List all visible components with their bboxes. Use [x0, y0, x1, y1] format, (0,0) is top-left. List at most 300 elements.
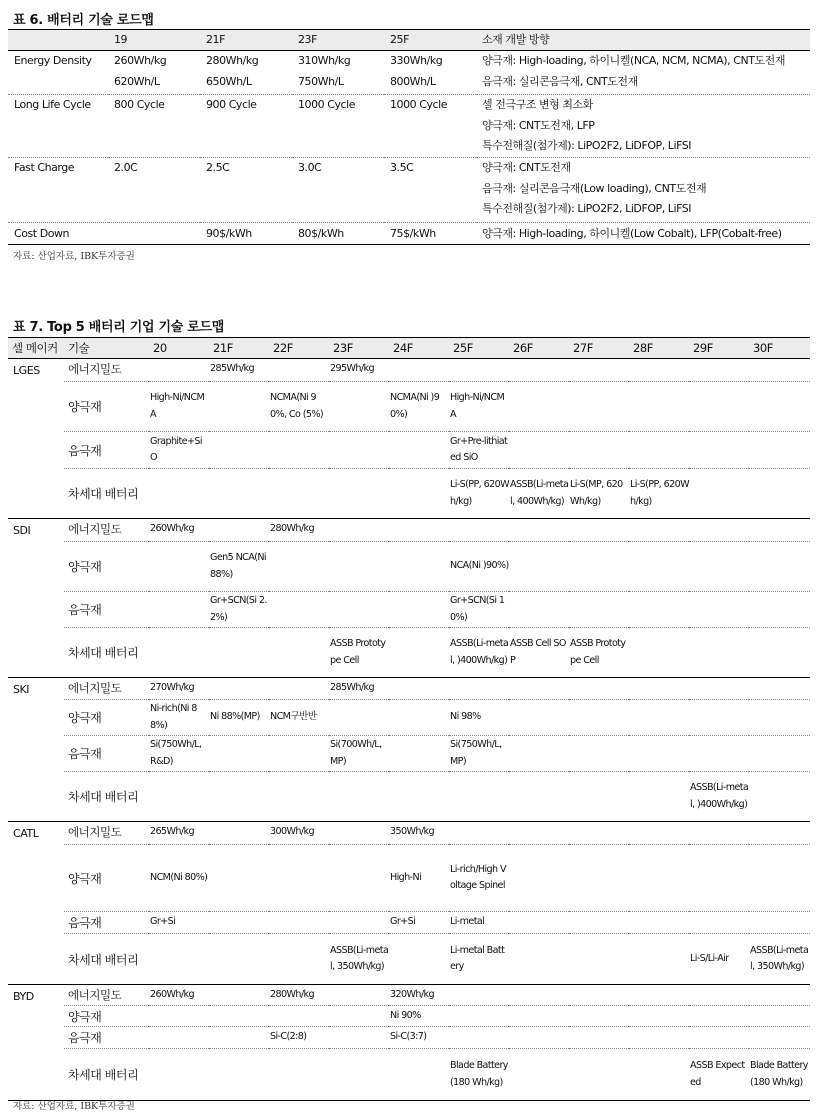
roadmap-cell [749, 542, 810, 592]
table7-row [8, 519, 810, 542]
roadmap-cell [569, 1049, 629, 1101]
roadmap-cell [149, 772, 209, 822]
roadmap-cell: 270Wh/kg [149, 678, 209, 700]
roadmap-cell [269, 1049, 329, 1101]
roadmap-cell [509, 1006, 569, 1027]
table7-row [8, 1027, 810, 1049]
roadmap-cell [509, 359, 569, 382]
roadmap-cell [689, 1006, 749, 1027]
roadmap-cell: 280Wh/kg [269, 985, 329, 1006]
roadmap-cell [149, 359, 209, 382]
table7-row [8, 432, 810, 469]
roadmap-cell [569, 822, 629, 845]
roadmap-cell [389, 700, 449, 736]
table7-row [8, 700, 810, 736]
roadmap-cell [509, 772, 569, 822]
roadmap-cell [629, 432, 689, 469]
roadmap-cell [689, 736, 749, 772]
roadmap-cell [689, 592, 749, 628]
table7-row [8, 822, 810, 845]
roadmap-cell [629, 542, 689, 592]
roadmap-cell [449, 822, 509, 845]
roadmap-cell [749, 519, 810, 542]
roadmap-cell [209, 432, 269, 469]
roadmap-cell [749, 1006, 810, 1027]
roadmap-cell: Li-rich/High Voltage Spinel [449, 845, 509, 912]
roadmap-cell [269, 934, 329, 985]
tech-category: 양극재 [64, 700, 149, 736]
roadmap-cell [449, 1027, 509, 1049]
roadmap-cell [209, 628, 269, 678]
roadmap-cell: Li-S(PP, 620Wh/kg) [629, 469, 689, 519]
roadmap-cell [749, 845, 810, 912]
roadmap-cell [569, 432, 629, 469]
table6-row-label: Cost Down [14, 227, 70, 240]
roadmap-cell: NCMA(Ni )90%) [389, 382, 449, 432]
roadmap-cell: Li-S(PP, 620Wh/kg) [449, 469, 509, 519]
roadmap-cell [209, 1027, 269, 1049]
roadmap-cell [509, 934, 569, 985]
roadmap-cell [629, 1006, 689, 1027]
roadmap-cell [209, 469, 269, 519]
roadmap-cell [329, 469, 389, 519]
roadmap-cell [689, 985, 749, 1006]
roadmap-cell [569, 700, 629, 736]
tech-category: 음극재 [64, 736, 149, 772]
tech-category: 양극재 [64, 845, 149, 912]
table7-header-cell: 22F [269, 338, 329, 359]
top5-battery-company-roadmap-table [8, 337, 810, 1101]
roadmap-cell: NCM구반반 [269, 700, 329, 736]
roadmap-cell [269, 359, 329, 382]
roadmap-cell: Gr+SCN(Si 10%) [449, 592, 509, 628]
table6-cell: 양극재: CNT도전재 음극재: 실리콘음극재(Low loading), CNT도전재 특수전해질(첨가제): LiPO2F2, LiDFOP, LiFSI [476, 158, 810, 223]
roadmap-cell [569, 542, 629, 592]
roadmap-cell [269, 678, 329, 700]
roadmap-cell: 285Wh/kg [329, 678, 389, 700]
roadmap-cell: 280Wh/kg [269, 519, 329, 542]
roadmap-cell: Gr+Si [389, 912, 449, 934]
table7-header-cell: 24F [389, 338, 449, 359]
roadmap-cell [329, 382, 389, 432]
table6-cell [108, 223, 200, 245]
tech-category: 에너지밀도 [64, 822, 149, 845]
roadmap-cell [149, 628, 209, 678]
table6-cell: 330Wh/kg 800Wh/L [384, 51, 476, 95]
roadmap-cell [389, 1049, 449, 1101]
roadmap-cell [569, 519, 629, 542]
roadmap-cell [689, 678, 749, 700]
roadmap-cell [749, 382, 810, 432]
roadmap-cell [629, 985, 689, 1006]
roadmap-cell: ASSB(Li-metal, 400Wh/kg) [509, 469, 569, 519]
roadmap-cell [209, 934, 269, 985]
roadmap-cell [749, 432, 810, 469]
roadmap-cell [509, 736, 569, 772]
roadmap-cell [389, 736, 449, 772]
company-name: CATL [8, 822, 64, 985]
table6-header-cell: 25F [384, 30, 476, 51]
roadmap-cell [689, 359, 749, 382]
roadmap-cell [149, 1049, 209, 1101]
roadmap-cell [689, 700, 749, 736]
table7-source: 자료: 산업자료, IBK투자증권 [13, 1101, 135, 1112]
company-name: LGES [8, 359, 64, 519]
table7-row [8, 628, 810, 678]
roadmap-cell [329, 592, 389, 628]
roadmap-cell [509, 1049, 569, 1101]
roadmap-cell [689, 432, 749, 469]
roadmap-cell [629, 772, 689, 822]
roadmap-cell: 295Wh/kg [329, 359, 389, 382]
roadmap-cell [629, 678, 689, 700]
roadmap-cell [509, 592, 569, 628]
table6-cell: 75$/kWh [390, 227, 436, 240]
roadmap-cell [629, 628, 689, 678]
roadmap-cell [389, 519, 449, 542]
roadmap-cell [629, 382, 689, 432]
table6-cell: 3.0C [292, 158, 384, 223]
roadmap-cell [629, 700, 689, 736]
roadmap-cell [689, 542, 749, 592]
table6-cell: 1000 Cycle [384, 95, 476, 158]
battery-roadmap-table [8, 29, 810, 245]
roadmap-cell [389, 678, 449, 700]
roadmap-cell: Li-metal [449, 912, 509, 934]
roadmap-cell [449, 678, 509, 700]
roadmap-cell [749, 822, 810, 845]
roadmap-cell [689, 1027, 749, 1049]
roadmap-cell [329, 845, 389, 912]
table7-row [8, 469, 810, 519]
roadmap-cell [149, 1006, 209, 1027]
roadmap-cell [389, 628, 449, 678]
roadmap-cell [269, 628, 329, 678]
roadmap-cell [329, 822, 389, 845]
roadmap-cell: ASSB(Li-metal, 350Wh/kg) [749, 934, 810, 985]
roadmap-cell [509, 432, 569, 469]
roadmap-cell [509, 822, 569, 845]
table6-row-label: Fast Charge [8, 158, 108, 223]
tech-category: 차세대 배터리 [64, 772, 149, 822]
roadmap-cell [629, 822, 689, 845]
roadmap-cell [689, 628, 749, 678]
table6-caption: 표 6. 배터리 기술 로드맵 [13, 13, 154, 28]
roadmap-cell [689, 519, 749, 542]
tech-category: 에너지밀도 [64, 519, 149, 542]
table6-cell: 셀 전극구조 변형 최소화 양극재: CNT도전재, LFP 특수전해질(첨가제): LiPO2F2, LiDFOP, LiFSI [476, 95, 810, 158]
roadmap-cell [509, 700, 569, 736]
roadmap-cell [569, 678, 629, 700]
roadmap-cell [329, 700, 389, 736]
table7-row [8, 912, 810, 934]
roadmap-cell: Ni 90% [389, 1006, 449, 1027]
roadmap-cell [509, 912, 569, 934]
tech-category: 음극재 [64, 912, 149, 934]
roadmap-cell: Gen5 NCA(Ni 88%) [209, 542, 269, 592]
roadmap-cell [209, 985, 269, 1006]
roadmap-cell [209, 845, 269, 912]
roadmap-cell [569, 912, 629, 934]
roadmap-cell [329, 912, 389, 934]
roadmap-cell [749, 736, 810, 772]
roadmap-cell: 260Wh/kg [149, 985, 209, 1006]
table6-row [8, 158, 810, 223]
roadmap-cell: 260Wh/kg [149, 519, 209, 542]
table6-row-label: Long Life Cycle [8, 95, 108, 158]
roadmap-cell [329, 985, 389, 1006]
roadmap-cell [149, 469, 209, 519]
table6-header-row [8, 30, 810, 51]
roadmap-cell: Ni-rich(Ni 88%) [149, 700, 209, 736]
table7-row [8, 678, 810, 700]
roadmap-cell [569, 736, 629, 772]
roadmap-cell [629, 592, 689, 628]
roadmap-cell [509, 542, 569, 592]
table6-source: 자료: 산업자료, IBK투자증권 [13, 251, 135, 262]
table7-row [8, 934, 810, 985]
roadmap-cell [689, 469, 749, 519]
roadmap-cell [329, 432, 389, 469]
table7-row [8, 736, 810, 772]
roadmap-cell [329, 1027, 389, 1049]
roadmap-cell [509, 845, 569, 912]
roadmap-cell: Li-S/Li-Air [689, 934, 749, 985]
roadmap-cell [569, 1027, 629, 1049]
roadmap-cell [569, 985, 629, 1006]
tech-category: 양극재 [64, 1006, 149, 1027]
table6-cell: 양극재: High-loading, 하이니켈(NCA, NCM, NCMA), CNT도전재 음극재: 실리콘음극재, CNT도전재 [476, 51, 810, 95]
table7-header-cell: 27F [569, 338, 629, 359]
roadmap-cell [269, 772, 329, 822]
table6-cell: 90$/kWh [206, 227, 252, 240]
tech-category: 에너지밀도 [64, 359, 149, 382]
roadmap-cell [209, 1049, 269, 1101]
table7-row [8, 772, 810, 822]
roadmap-cell: Li-S(MP, 620Wh/kg) [569, 469, 629, 519]
table6-cell: 3.5C [384, 158, 476, 223]
roadmap-cell [209, 736, 269, 772]
roadmap-cell: ASSB(Li-metal, )400Wh/kg) [689, 772, 749, 822]
table7-header-cell: 30F [749, 338, 810, 359]
table7-row [8, 592, 810, 628]
roadmap-cell [209, 382, 269, 432]
roadmap-cell [209, 772, 269, 822]
roadmap-cell: ASSB(Li-metal, )400Wh/kg) [449, 628, 509, 678]
company-name: SDI [8, 519, 64, 678]
roadmap-cell [269, 469, 329, 519]
roadmap-cell [749, 1027, 810, 1049]
roadmap-cell [389, 934, 449, 985]
tech-category: 에너지밀도 [64, 985, 149, 1006]
roadmap-cell: High-Ni/NCMA [449, 382, 509, 432]
roadmap-cell [329, 1049, 389, 1101]
roadmap-cell [149, 934, 209, 985]
table6-cell: 280Wh/kg 650Wh/L [200, 51, 292, 95]
roadmap-cell [269, 736, 329, 772]
tech-category: 차세대 배터리 [64, 628, 149, 678]
table7-header-cell: 20 [149, 338, 209, 359]
roadmap-cell [329, 542, 389, 592]
table7-header-cell: 29F [689, 338, 749, 359]
roadmap-cell [389, 469, 449, 519]
roadmap-cell: High-Ni/NCMA [149, 382, 209, 432]
roadmap-cell [509, 519, 569, 542]
roadmap-cell [629, 912, 689, 934]
roadmap-cell [749, 592, 810, 628]
roadmap-cell [569, 772, 629, 822]
tech-category: 음극재 [64, 592, 149, 628]
table6-header-cell: 21F [200, 30, 292, 51]
tech-category: 차세대 배터리 [64, 934, 149, 985]
roadmap-cell [509, 985, 569, 1006]
roadmap-cell: ASSB(Li-metal, 350Wh/kg) [329, 934, 389, 985]
roadmap-cell [629, 519, 689, 542]
roadmap-cell: NCM(Ni 80%) [149, 845, 209, 912]
roadmap-cell: ASSB Prototype Cell [569, 628, 629, 678]
roadmap-cell [629, 1049, 689, 1101]
tech-category: 차세대 배터리 [64, 1049, 149, 1101]
table6-cell: 2.0C [108, 158, 200, 223]
roadmap-cell: Ni 98% [449, 700, 509, 736]
roadmap-cell: Blade Battery(180 Wh/kg) [449, 1049, 509, 1101]
roadmap-cell: Li-metal Battery [449, 934, 509, 985]
table6-cell: 2.5C [200, 158, 292, 223]
roadmap-cell: Graphite+Si O [149, 432, 209, 469]
roadmap-cell [329, 1006, 389, 1027]
roadmap-cell [629, 736, 689, 772]
roadmap-cell [209, 1006, 269, 1027]
roadmap-cell [449, 1006, 509, 1027]
table6-cell: 80$/kWh [298, 227, 344, 240]
table6-header-cell: 소재 개발 방향 [476, 30, 810, 51]
roadmap-cell [449, 519, 509, 542]
roadmap-cell: Si(750Wh/L, MP) [449, 736, 509, 772]
roadmap-cell [749, 678, 810, 700]
roadmap-cell [569, 592, 629, 628]
roadmap-cell [389, 772, 449, 822]
table7-row [8, 1049, 810, 1101]
roadmap-cell [749, 700, 810, 736]
roadmap-cell: High-Ni [389, 845, 449, 912]
roadmap-cell [269, 432, 329, 469]
roadmap-cell [749, 628, 810, 678]
roadmap-cell [509, 1027, 569, 1049]
roadmap-cell [689, 822, 749, 845]
roadmap-cell: Si(700Wh/L, MP) [329, 736, 389, 772]
roadmap-cell: NCA(Ni )90%) [449, 542, 509, 592]
roadmap-cell [269, 542, 329, 592]
company-name: SKI [8, 678, 64, 822]
tech-category: 에너지밀도 [64, 678, 149, 700]
roadmap-cell [749, 985, 810, 1006]
roadmap-cell [749, 772, 810, 822]
roadmap-cell: 285Wh/kg [209, 359, 269, 382]
roadmap-cell: 265Wh/kg [149, 822, 209, 845]
roadmap-cell [629, 1027, 689, 1049]
table7-header-cell: 25F [449, 338, 509, 359]
roadmap-cell: Blade Battery(180 Wh/kg) [749, 1049, 810, 1101]
table7-caption: 표 7. Top 5 배터리 기업 기술 로드맵 [13, 320, 225, 335]
roadmap-cell [149, 1027, 209, 1049]
table7-header-cell: 기술 [64, 338, 149, 359]
roadmap-cell [269, 912, 329, 934]
table6-cell: 1000 Cycle [292, 95, 384, 158]
roadmap-cell: Si-C(2:8) [269, 1027, 329, 1049]
table7-header-cell: 28F [629, 338, 689, 359]
tech-category: 차세대 배터리 [64, 469, 149, 519]
table6-cell: 260Wh/kg 620Wh/L [108, 51, 200, 95]
roadmap-cell [509, 678, 569, 700]
roadmap-cell [389, 592, 449, 628]
roadmap-cell: ASSB Prototype Cell [329, 628, 389, 678]
roadmap-cell [449, 359, 509, 382]
roadmap-cell: Gr+SCN(Si 2.2%) [209, 592, 269, 628]
roadmap-cell [629, 359, 689, 382]
roadmap-cell [329, 519, 389, 542]
roadmap-cell [449, 772, 509, 822]
table7-header-cell: 셀 메이커 [8, 338, 64, 359]
roadmap-cell [269, 1006, 329, 1027]
roadmap-cell: ASSB Cell SOP [509, 628, 569, 678]
roadmap-cell [209, 822, 269, 845]
table6-cell: 양극재: High-loading, 하이니켈(Low Cobalt), LFP(Cobalt-free) [482, 227, 782, 240]
roadmap-cell: Gr+Pre-lithiated SiO [449, 432, 509, 469]
table6-row [8, 95, 810, 158]
table7-row [8, 382, 810, 432]
roadmap-cell [449, 985, 509, 1006]
table7-header-cell: 21F [209, 338, 269, 359]
roadmap-cell [149, 592, 209, 628]
roadmap-cell [569, 845, 629, 912]
roadmap-cell [209, 912, 269, 934]
roadmap-cell [269, 592, 329, 628]
roadmap-cell: Si(750Wh/L, R&D) [149, 736, 209, 772]
roadmap-cell [389, 432, 449, 469]
table7-row [8, 359, 810, 382]
roadmap-cell [569, 1006, 629, 1027]
roadmap-cell [749, 912, 810, 934]
roadmap-cell: 320Wh/kg [389, 985, 449, 1006]
table6-row [8, 51, 810, 95]
table6-header-cell: 23F [292, 30, 384, 51]
roadmap-cell [389, 359, 449, 382]
roadmap-cell: ASSB Expected [689, 1049, 749, 1101]
roadmap-cell [629, 934, 689, 985]
roadmap-cell [689, 382, 749, 432]
roadmap-cell [629, 845, 689, 912]
tech-category: 음극재 [64, 1027, 149, 1049]
table7-header-cell: 26F [509, 338, 569, 359]
roadmap-cell [269, 845, 329, 912]
roadmap-cell [209, 519, 269, 542]
table6-header-cell: 19 [108, 30, 200, 51]
roadmap-cell [209, 678, 269, 700]
roadmap-cell [689, 845, 749, 912]
table6-row-label: Energy Density [8, 51, 108, 95]
table6-cell: 310Wh/kg 750Wh/L [292, 51, 384, 95]
table6-row [8, 223, 810, 245]
roadmap-cell [149, 542, 209, 592]
roadmap-cell: Ni 88%(MP) [209, 700, 269, 736]
roadmap-cell [569, 382, 629, 432]
table7-row [8, 542, 810, 592]
roadmap-cell [689, 912, 749, 934]
roadmap-cell [389, 542, 449, 592]
table6-cell: 800 Cycle [108, 95, 200, 158]
table6-header-cell [8, 30, 108, 51]
table7-header-cell: 23F [329, 338, 389, 359]
